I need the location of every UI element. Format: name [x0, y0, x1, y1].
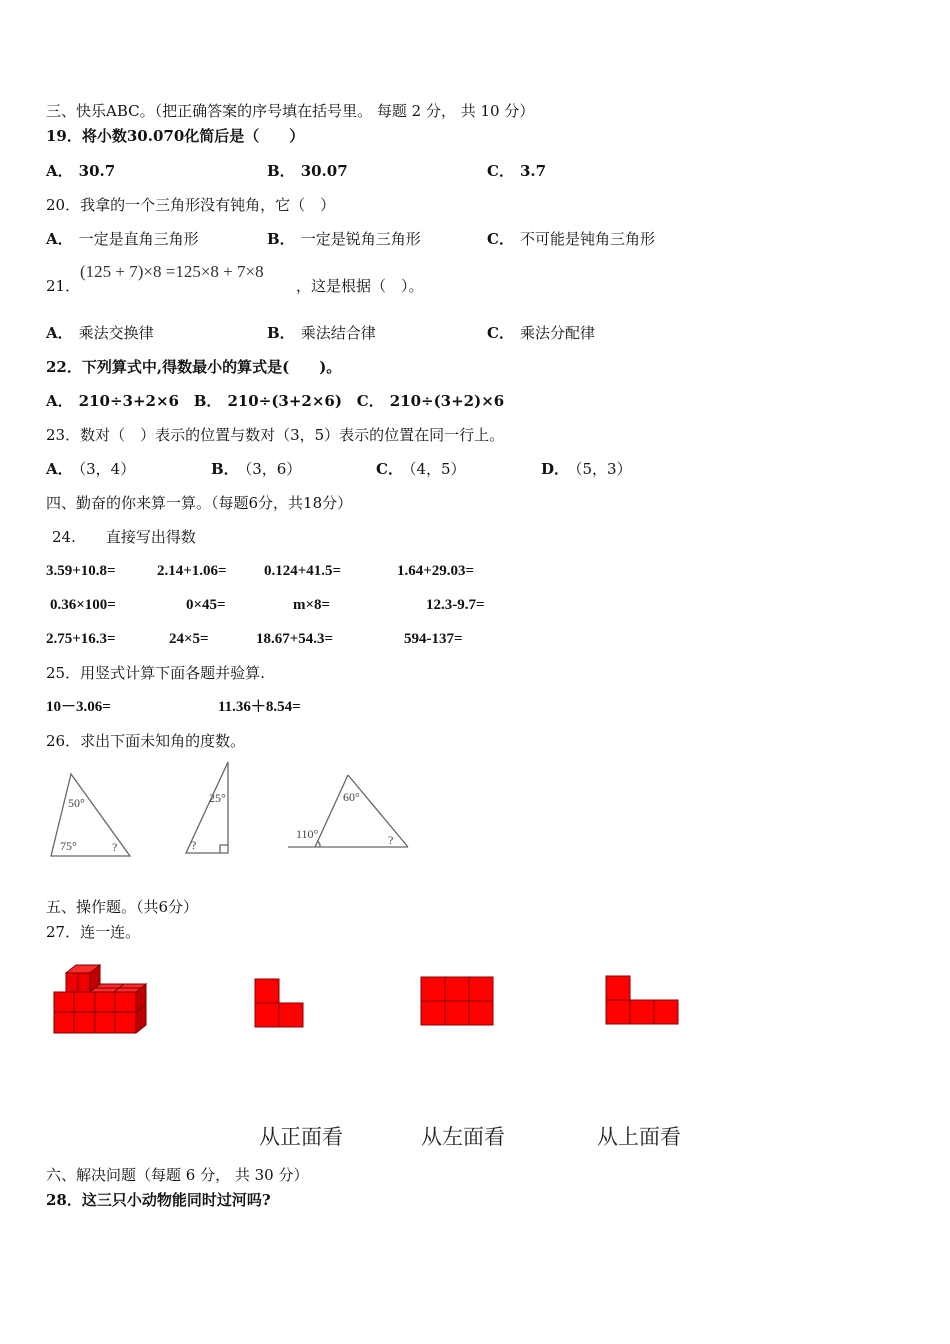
- q19-stem: 19．将小数30.070化简后是（ ）: [46, 127, 305, 145]
- angle-arc: [317, 841, 320, 847]
- triangle-3-left-side: [315, 775, 348, 847]
- q21-option-c: C． 乘法分配律: [487, 324, 595, 342]
- calc-item: 2.75+16.3=: [46, 631, 116, 647]
- q21-formula: (125 + 7)×8 =125×8 + 7×8: [80, 262, 264, 281]
- calc-item: 0×45=: [186, 597, 226, 613]
- q19-option-c: C． 3.7: [487, 162, 547, 180]
- calc-item: 3.59+10.8=: [46, 563, 116, 579]
- view-shape-long-l: [605, 975, 681, 1027]
- q23-option-d: D． （5，3）: [541, 460, 632, 478]
- q27-stem: 27．连一连。: [46, 923, 141, 941]
- calc-item: 0.36×100=: [50, 597, 116, 613]
- section-4-title: 四、勤奋的你来算一算。（每题6分，共18分）: [46, 494, 353, 512]
- calc-item: 2.14+1.06=: [157, 563, 227, 579]
- angle-label: 75°: [60, 839, 77, 853]
- q24-stem: 24. 直接写出得数: [52, 528, 196, 546]
- angle-label: 25°: [209, 791, 226, 805]
- q23-option-c: C． （4，5）: [376, 460, 466, 478]
- calc-item: 0.124+41.5=: [264, 563, 342, 579]
- q20-stem: 20．我拿的一个三角形没有钝角，它（ ）: [46, 196, 336, 214]
- calc-item: 12.3-9.7=: [426, 597, 485, 613]
- cube-stack-figure: [52, 962, 152, 1038]
- q23-stem: 23．数对（ ）表示的位置与数对（3，5）表示的位置在同一行上。: [46, 426, 505, 444]
- unknown-angle-label: ?: [112, 840, 118, 854]
- q25-stem: 25．用竖式计算下面各题并验算.: [46, 664, 265, 682]
- view-label-top: 从上面看: [597, 1125, 681, 1149]
- q19-option-a: A． 30.7: [46, 162, 116, 180]
- calc-item: m×8=: [293, 597, 331, 613]
- view-label-front: 从正面看: [259, 1125, 343, 1149]
- right-angle-mark: [220, 845, 228, 853]
- q20-option-b: B． 一定是锐角三角形: [267, 230, 421, 248]
- q22-stem: 22．下列算式中,得数最小的算式是( )。: [46, 358, 342, 376]
- angle-label: 110°: [296, 827, 319, 841]
- q23-option-b: B． （3，6）: [211, 460, 302, 478]
- unknown-angle-label: ?: [388, 833, 394, 847]
- section-3-title: 三、快乐ABC。（把正确答案的序号填在括号里。 每题 2 分， 共 10 分）: [46, 102, 535, 120]
- unknown-angle-label: ?: [191, 838, 197, 852]
- calc-item: 10－3.06=: [46, 699, 111, 715]
- triangles-figure: [40, 760, 420, 865]
- calc-item: 11.36＋8.54=: [218, 699, 301, 715]
- view-shape-grid: [420, 976, 496, 1028]
- q22-options: A． 210÷3+2×6 B． 210÷(3+2×6) C． 210÷(3+2)×6: [46, 392, 505, 410]
- view-label-left: 从左面看: [421, 1125, 505, 1149]
- angle-label: 50°: [68, 796, 85, 810]
- triangle-3-right-side: [348, 775, 408, 847]
- q20-option-c: C． 不可能是钝角三角形: [487, 230, 655, 248]
- calc-item: 24×5=: [169, 631, 209, 647]
- section-5-title: 五、操作题。（共6分）: [46, 898, 199, 916]
- view-shape-l: [254, 978, 306, 1030]
- q28-stem: 28．这三只小动物能同时过河吗?: [46, 1191, 271, 1209]
- calc-item: 1.64+29.03=: [397, 563, 475, 579]
- q19-option-b: B． 30.07: [267, 162, 348, 180]
- angle-label: 60°: [343, 790, 360, 804]
- calc-item: 594-137=: [404, 631, 463, 647]
- q20-option-a: A． 一定是直角三角形: [46, 230, 199, 248]
- q21-option-a: A． 乘法交换律: [46, 324, 154, 342]
- q23-option-a: A． （3，4）: [46, 460, 136, 478]
- q21-number: 21．: [46, 277, 81, 295]
- q21-option-b: B． 乘法结合律: [267, 324, 376, 342]
- q21-tail: ，这是根据（ ）。: [296, 277, 424, 295]
- section-6-title: 六、解决问题（每题 6 分， 共 30 分）: [46, 1166, 309, 1184]
- calc-item: 18.67+54.3=: [256, 631, 334, 647]
- q26-stem: 26．求出下面未知角的度数。: [46, 732, 246, 750]
